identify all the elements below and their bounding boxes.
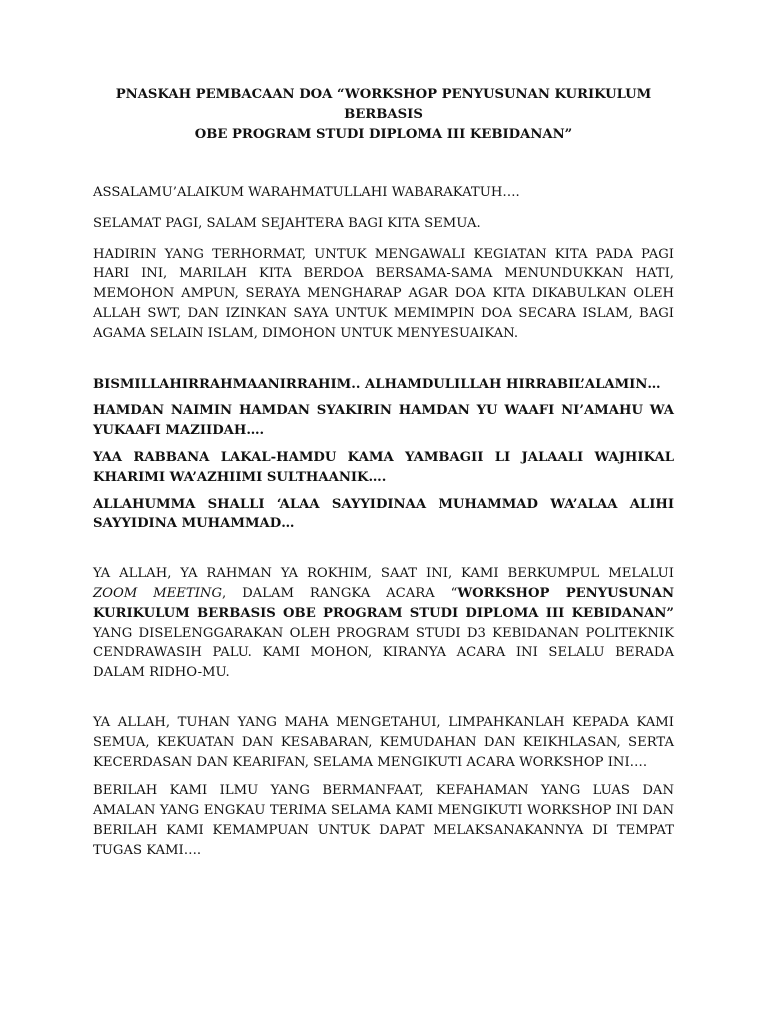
workshop-title-bold: WORKSHOP PENYUSUNAN KURIKULUM BERBASIS OBE PROGRAM STUDI DIPLOMA III KEBIDANAN”	[93, 585, 674, 621]
shalawat-paragraph: ALLAHUMMA SHALLI ‘ALAA SAYYIDINAA MUHAMMAD WA’ALAA ALIHI SAYYIDINA MUHAMMAD…	[93, 496, 674, 532]
zoom-text-part-2: , DALAM RANGKA ACARA “	[222, 585, 458, 601]
greeting-paragraph: ASSALAMU’ALAIKUM WARAHMATULLAHI WABARAKATUH….	[93, 185, 520, 200]
intro-paragraph: HADIRIN YANG TERHORMAT, UNTUK MENGAWALI KEGIATAN KITA PADA PAGI HARI INI, MARILAH KITA BERDOA BERSAMA-SAMA MENUNDUKKAN HATI, MEMOHON AMPUN, SERAYA MENGHARAP AGAR DOA KITA DIKABULKAN OLEH ALLAH SWT, DAN IZINKAN SAYA UNTUK MEMIMPIN DOA SECARA ISLAM, BAGI AGAMA SELAIN ISLAM, DIMOHON UNTUK MENYESUAIKAN.	[93, 246, 674, 341]
zoom-text-part-1: YA ALLAH, YA RAHMAN YA ROKHIM, SAAT INI, KAMI BERKUMPUL MELALUI	[93, 566, 674, 582]
title-line-1: PNASKAH PEMBACAAN DOA “WORKSHOP PENYUSUNAN KURIKULUM BERBASIS	[115, 87, 652, 122]
document-title	[93, 85, 674, 145]
zoom-meeting-italic: ZOOM MEETING	[93, 585, 223, 601]
rabbana-paragraph: YAA RABBANA LAKAL-HAMDU KAMA YAMBAGII LI JALAALI WAJHIKAL KHARIMI WA’AZHIIMI SULTHAANIK….	[93, 449, 674, 485]
salam-paragraph: SELAMAT PAGI, SALAM SEJAHTERA BAGI KITA SEMUA.	[93, 215, 481, 231]
zoom-meeting-paragraph	[93, 564, 674, 683]
title-line-2: OBE PROGRAM STUDI DIPLOMA III KEBIDANAN”	[194, 127, 573, 142]
hamdan-paragraph: HAMDAN NAIMIN HAMDAN SYAKIRIN HAMDAN YU WAAFI NI’AMAHU WA YUKAAFI MAZIIDAH….	[93, 403, 674, 439]
tuhan-paragraph: YA ALLAH, TUHAN YANG MAHA MENGETAHUI, LIMPAHKANLAH KEPADA KAMI SEMUA, KEKUATAN DAN KESABARAN, KEMUDAHAN DAN KEIKHLASAN, SERTA KECERDASAN DAN KEARIFAN, SELAMA MENGIKUTI ACARA WORKSHOP INI….	[93, 714, 674, 770]
document-page	[93, 0, 674, 1024]
bismillah-paragraph: BISMILLAHIRRAHMAANIRRAHIM.. ALHAMDULILLAH HIRRABIL’ALAMIN…	[93, 376, 661, 392]
ilmu-paragraph: BERILAH KAMI ILMU YANG BERMANFAAT, KEFAHAMAN YANG LUAS DAN AMALAN YANG ENGKAU TERIMA SELAMA KAMI MENGIKUTI WORKSHOP INI DAN BERILAH KAMI KEMAMPUAN UNTUK DAPAT MELAKSANAKANNYA DI TEMPAT TUGAS KAMI….	[93, 783, 674, 858]
zoom-text-part-3: YANG DISELENGGARAKAN OLEH PROGRAM STUDI D3 KEBIDANAN POLITEKNIK CENDRAWASIH PALU. KAMI MOHON, KIRANYA ACARA INI SELALU BERADA DALAM RIDHO-MU.	[93, 625, 674, 681]
